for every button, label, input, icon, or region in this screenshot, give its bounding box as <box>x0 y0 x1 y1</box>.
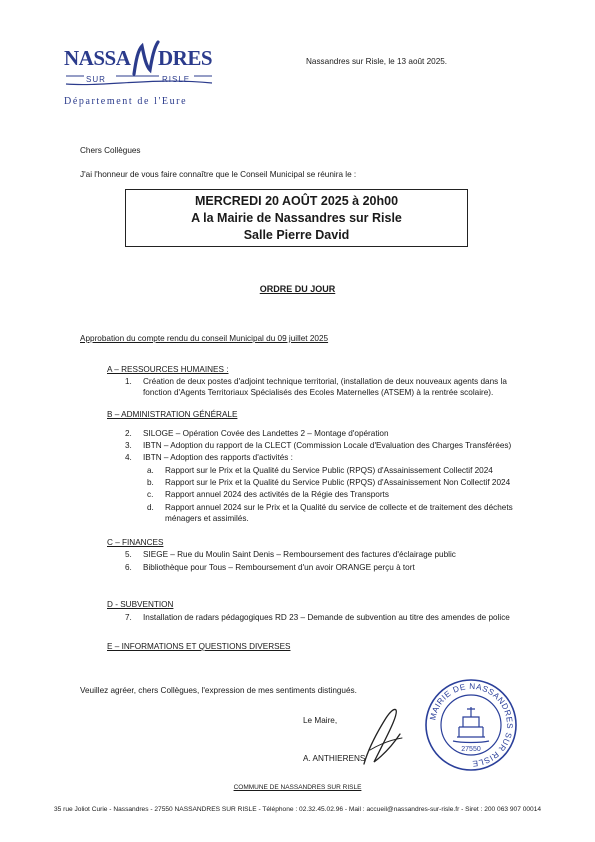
intro-text: J'ai l'honneur de vous faire connaître que le Conseil Municipal se réunira le : <box>80 170 357 179</box>
agenda-title-text: ORDRE DU JOUR <box>259 284 336 294</box>
subitem-letter: b. <box>147 478 154 487</box>
meeting-box <box>125 189 468 247</box>
item-text: Installation de radars pédagogiques RD 23 – Demande de subvention au titre des amendes de police <box>143 613 510 622</box>
place-date: Nassandres sur Risle, le 13 août 2025. <box>306 57 448 66</box>
item-number: 6. <box>125 563 132 572</box>
item-number: 1. <box>125 377 132 386</box>
stamp-arc-text: MAIRIE DE NASSANDRES SUR RISLE <box>428 681 515 769</box>
item-text: SILOGE – Opération Covée des Landettes 2 – Montage d'opération <box>143 429 389 438</box>
item-text: SIEGE – Rue du Moulin Saint Denis – Remboursement des factures d'éclairage public <box>143 550 456 559</box>
subitem-text: Rapport sur le Prix et la Qualité du Service Public (RPQS) d'Assainissement Non Collectif 2024 <box>165 478 511 487</box>
item-number: 7. <box>125 613 132 622</box>
mayor-name: A. ANTHIERENS <box>303 754 366 763</box>
item-number: 5. <box>125 550 132 559</box>
subitem-letter: c. <box>147 490 154 499</box>
stamp-code: 27550 <box>461 746 481 753</box>
subitem-text-cont: ménagers et assimilés. <box>165 514 249 523</box>
logo-sub-right: RISLE <box>162 75 191 84</box>
item-text: IBTN – Adoption des rapports d'activités : <box>143 453 293 462</box>
logo-name-right: DRES <box>158 46 213 70</box>
closing-text: Veuillez agréer, chers Collègues, l'expression de mes sentiments distingués. <box>80 686 357 695</box>
item-text: Bibliothèque pour Tous – Remboursement d'un avoir ORANGE perçu à tort <box>143 563 415 572</box>
item-text-cont: fonction d'Agents Territoriaux Spécialisés des Ecoles Maternelles (ATSEM) à la rentrée scolaire). <box>143 388 494 397</box>
meeting-room: Salle Pierre David <box>243 228 350 242</box>
section-title-d: D - SUBVENTION <box>107 600 174 609</box>
subitem-letter: a. <box>147 466 154 475</box>
footer-commune-text: COMMUNE DE NASSANDRES SUR RISLE <box>233 784 362 791</box>
subitem-text: Rapport annuel 2024 des activités de la Régie des Transports <box>165 490 389 499</box>
meeting-place: A la Mairie de Nassandres sur Risle <box>191 211 402 225</box>
official-seal-stamp <box>423 677 519 773</box>
mayor-title: Le Maire, <box>303 716 338 725</box>
subitem-text: Rapport annuel 2024 sur le Prix et la Qualité du service de collecte et de traitement des déchets <box>165 503 513 512</box>
item-text: Création de deux postes d'adjoint technique territorial, (installation de deux nouveaux agents dans la <box>143 377 507 386</box>
agenda-title <box>0 284 595 294</box>
subitem-letter: d. <box>147 503 154 512</box>
section-title-e: E – INFORMATIONS ET QUESTIONS DIVERSES <box>107 642 291 651</box>
footer-contact: 35 rue Joliot Curie - Nassandres - 27550 NASSANDRES SUR RISLE - Téléphone : 02.32.45.02.96 - Mail : accueil@nassandres-sur-risle.fr - Siret : 200 063 907 00014 <box>53 806 542 813</box>
salutation: Chers Collègues <box>80 146 141 155</box>
department-name: Département de l'Eure <box>64 96 188 107</box>
subitem-text: Rapport sur le Prix et la Qualité du Service Public (RPQS) d'Assainissement Collectif 2024 <box>165 466 493 475</box>
approval-item: Approbation du compte rendu du conseil Municipal du 09 juillet 2025 <box>80 334 329 343</box>
footer-commune <box>0 784 595 791</box>
section-title-c: C – FINANCES <box>107 538 164 547</box>
item-number: 4. <box>125 453 132 462</box>
item-number: 2. <box>125 429 132 438</box>
section-title-b: B – ADMINISTRATION GÉNÉRALE <box>107 410 238 419</box>
commune-logo <box>64 46 224 110</box>
logo-sub-left: SUR <box>86 75 106 84</box>
section-title-a: A – RESSOURCES HUMAINES : <box>107 365 229 374</box>
logo-name-left: NASSA <box>64 46 131 70</box>
meeting-date: MERCREDI 20 AOÛT 2025 à 20h00 <box>194 194 399 208</box>
item-number: 3. <box>125 441 132 450</box>
item-text: IBTN – Adoption du rapport de la CLECT (Commission Locale d'Evaluation des Charges Transférées) <box>143 441 512 450</box>
